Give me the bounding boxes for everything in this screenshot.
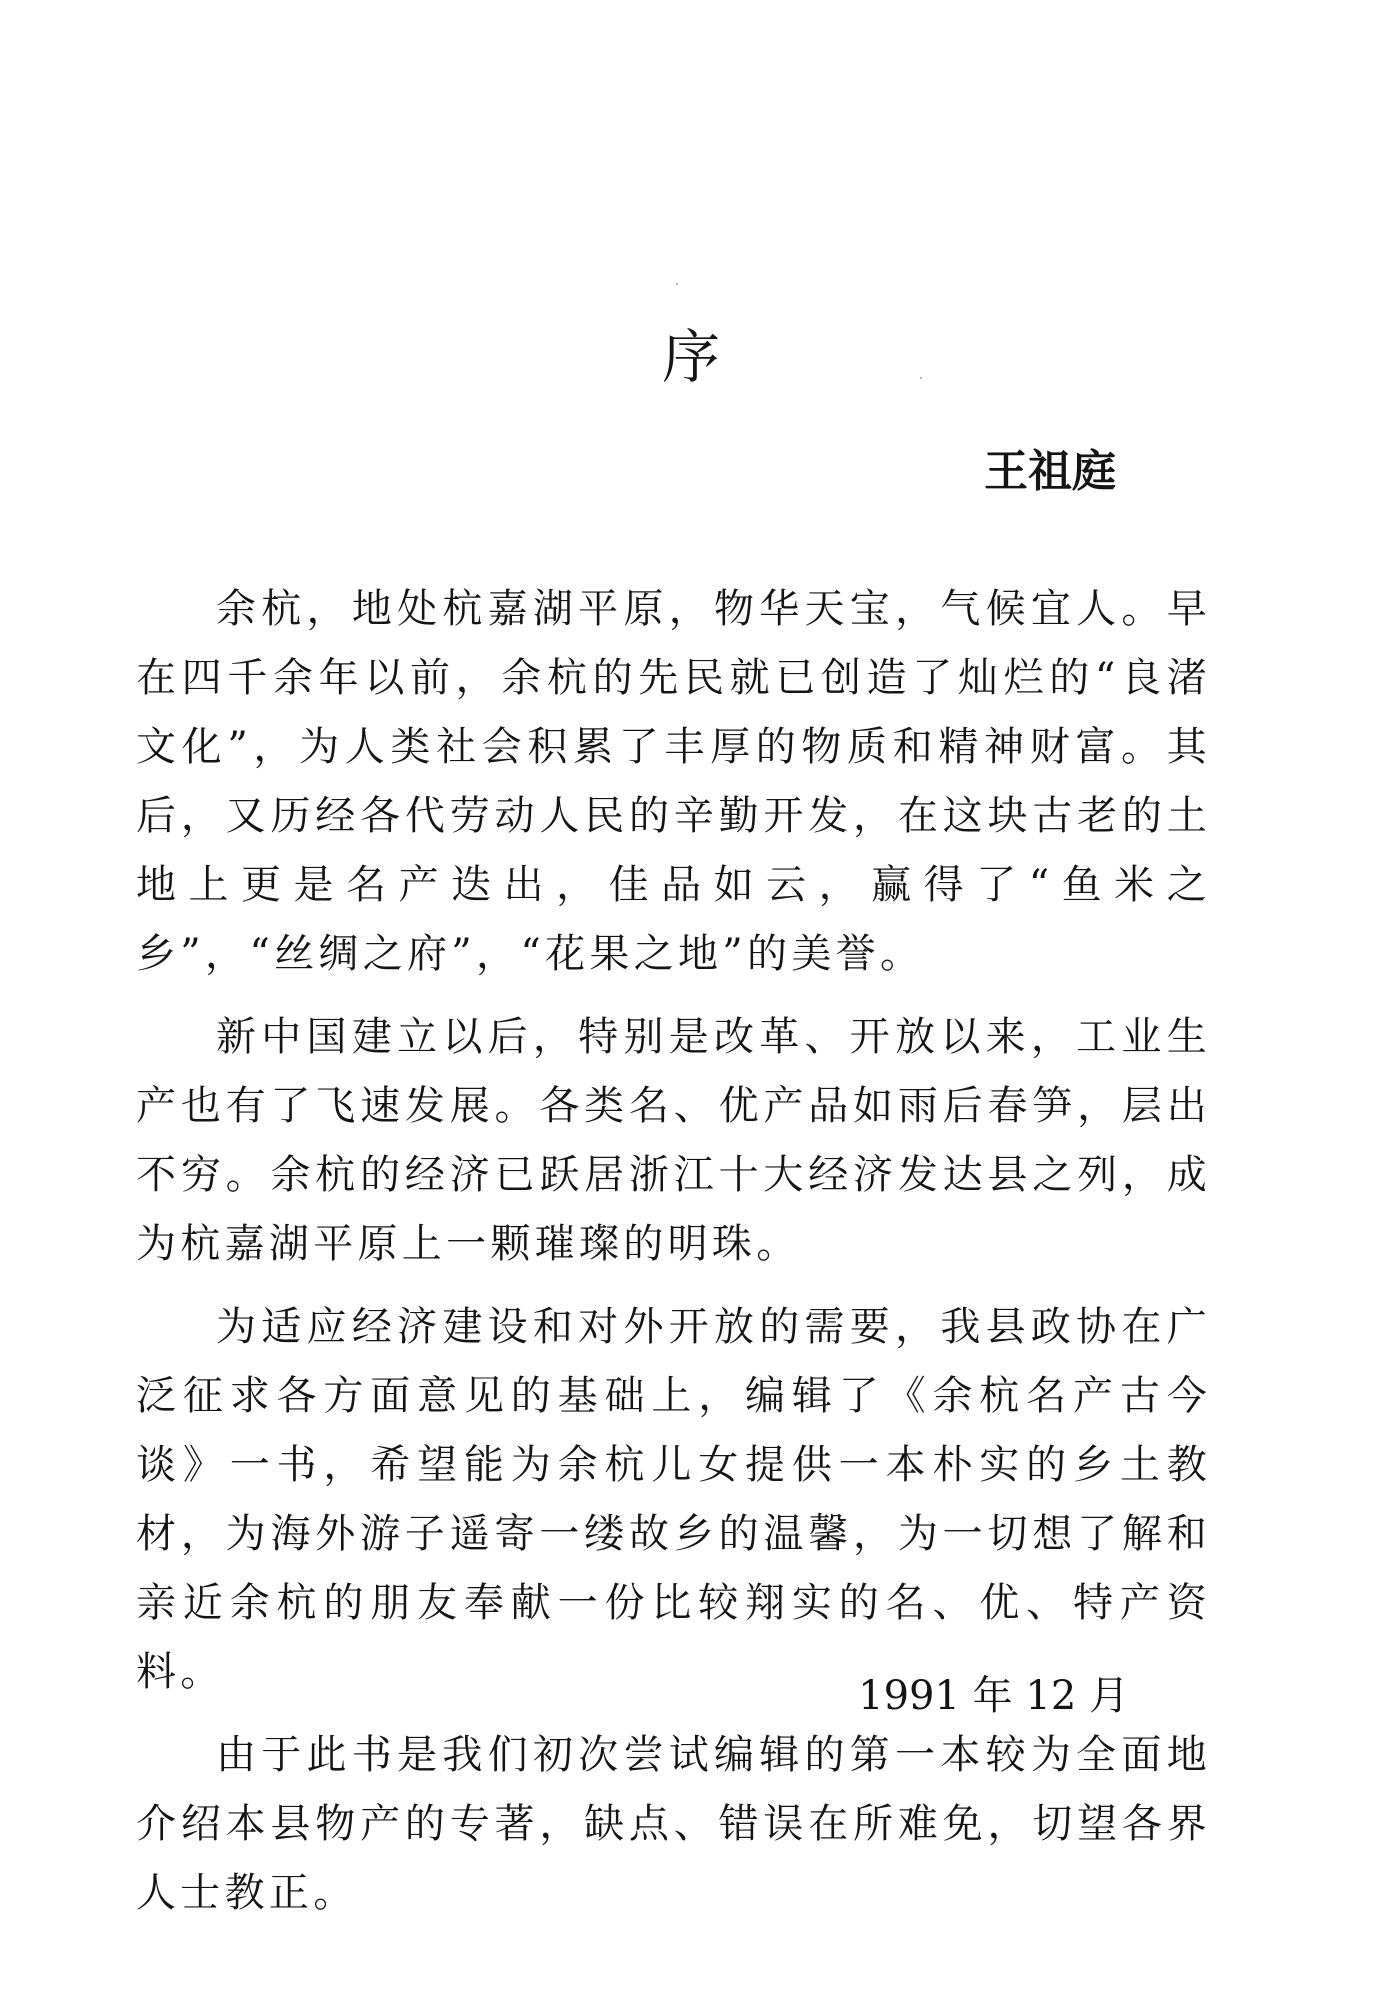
scan-speck [676,283,678,285]
author-name: 王祖庭 [984,446,1116,497]
paragraph: 由于此书是我们初次尝试编辑的第一本较为全面地介绍本县物产的专著，缺点、错误在所难免，切望各界人士教正。 [136,1732,1211,1916]
paragraph: 新中国建立以后，特别是改革、开放以来，工业生产也有了飞速发展。各类名、优产品如雨后春笋，层出不穷。余杭的经济已跃居浙江十大经济发达县之列，成为杭嘉湖平原上一颗璀璨的明珠。 [136,1014,1211,1267]
document-title: 序 [661,323,720,391]
document-date: 1991 年 12 月 [858,1673,1129,1719]
body-text [136,575,1211,1942]
paragraph: 为适应经济建设和对外开放的需要，我县政协在广泛征求各方面意见的基础上，编辑了《余杭名产古今谈》一书，希望能为余杭儿女提供一本朴实的乡土教材，为海外游子遥寄一缕故乡的温馨，为一切想了解和亲近余杭的朋友奉献一份比较翔实的名、优、特产资料。 [136,1304,1211,1695]
paragraph: 余杭，地处杭嘉湖平原，物华天宝，气候宜人。早在四千余年以前，余杭的先民就已创造了灿烂的“良渚文化”，为人类社会积累了丰厚的物质和精神财富。其后，又历经各代劳动人民的辛勤开发，在这块古老的土地上更是名产迭出，佳品如云，赢得了“鱼米之乡”，“丝绸之府”，“花果之地”的美誉。 [136,586,1211,977]
